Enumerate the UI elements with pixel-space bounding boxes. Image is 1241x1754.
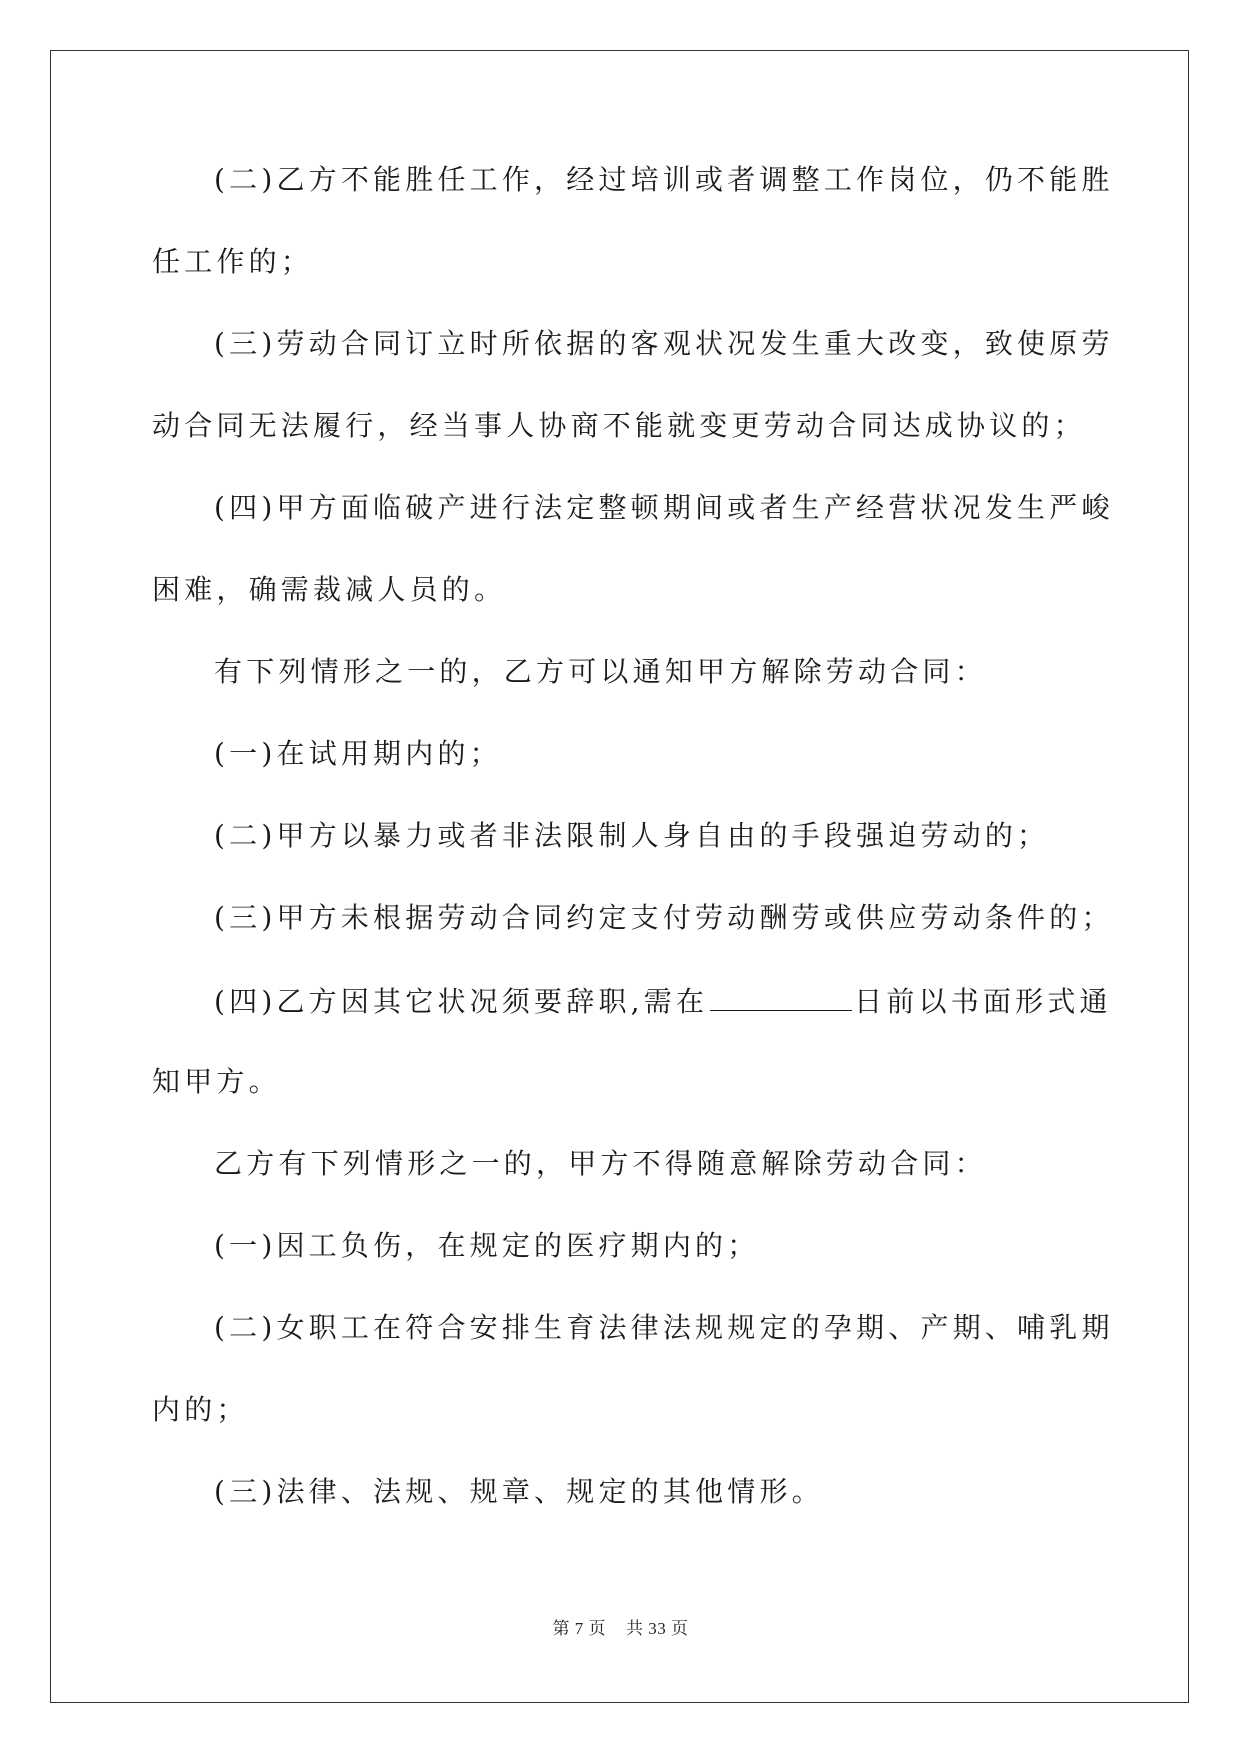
text-line: 知甲方。 (152, 1065, 281, 1098)
text-line: (二)女职工在符合安排生育法律法规规定的孕期、产期、哺乳期 (214, 1311, 1114, 1344)
text-line: (三)劳动合同订立时所依据的客观状况发生重大改变，致使原劳 (214, 327, 1114, 360)
text-line: (一)因工负伤，在规定的医疗期内的； (214, 1229, 760, 1262)
text-line: (一)在试用期内的； (214, 737, 502, 770)
text-line: 任工作的； (152, 245, 314, 278)
text-line: (四)甲方面临破产进行法定整顿期间或者生产经营状况发生严峻 (214, 491, 1114, 524)
text-line: 困难，确需裁减人员的。 (152, 573, 507, 606)
text-line: 乙方有下列情形之一的，甲方不得随意解除劳动合同： (214, 1147, 987, 1180)
document-body (152, 160, 1114, 1554)
text-segment: (四)乙方因其它状况须要辞职,需在 (214, 985, 709, 1018)
text-line: 内的； (152, 1393, 249, 1426)
text-line: (三)甲方未根据劳动合同约定支付劳动酬劳或供应劳动条件的； (214, 901, 1114, 934)
page-footer (0, 1614, 1241, 1639)
text-line: 动合同无法履行，经当事人协商不能就变更劳动合同达成协议的； (152, 409, 1086, 442)
text-segment: 日前以书面形式通 (854, 985, 1112, 1018)
fill-in-blank[interactable] (710, 980, 852, 1011)
text-line-with-blank (152, 980, 1112, 1062)
text-line: (二)乙方不能胜任工作，经过培训或者调整工作岗位，仍不能胜 (214, 163, 1114, 196)
page-number: 第 7 页 (552, 1619, 606, 1638)
text-line: (二)甲方以暴力或者非法限制人身自由的手段强迫劳动的； (214, 819, 1050, 852)
page-total: 共 33 页 (626, 1619, 689, 1638)
text-line: 有下列情形之一的，乙方可以通知甲方解除劳动合同： (214, 655, 987, 688)
text-line: (三)法律、法规、规章、规定的其他情形。 (214, 1475, 824, 1508)
